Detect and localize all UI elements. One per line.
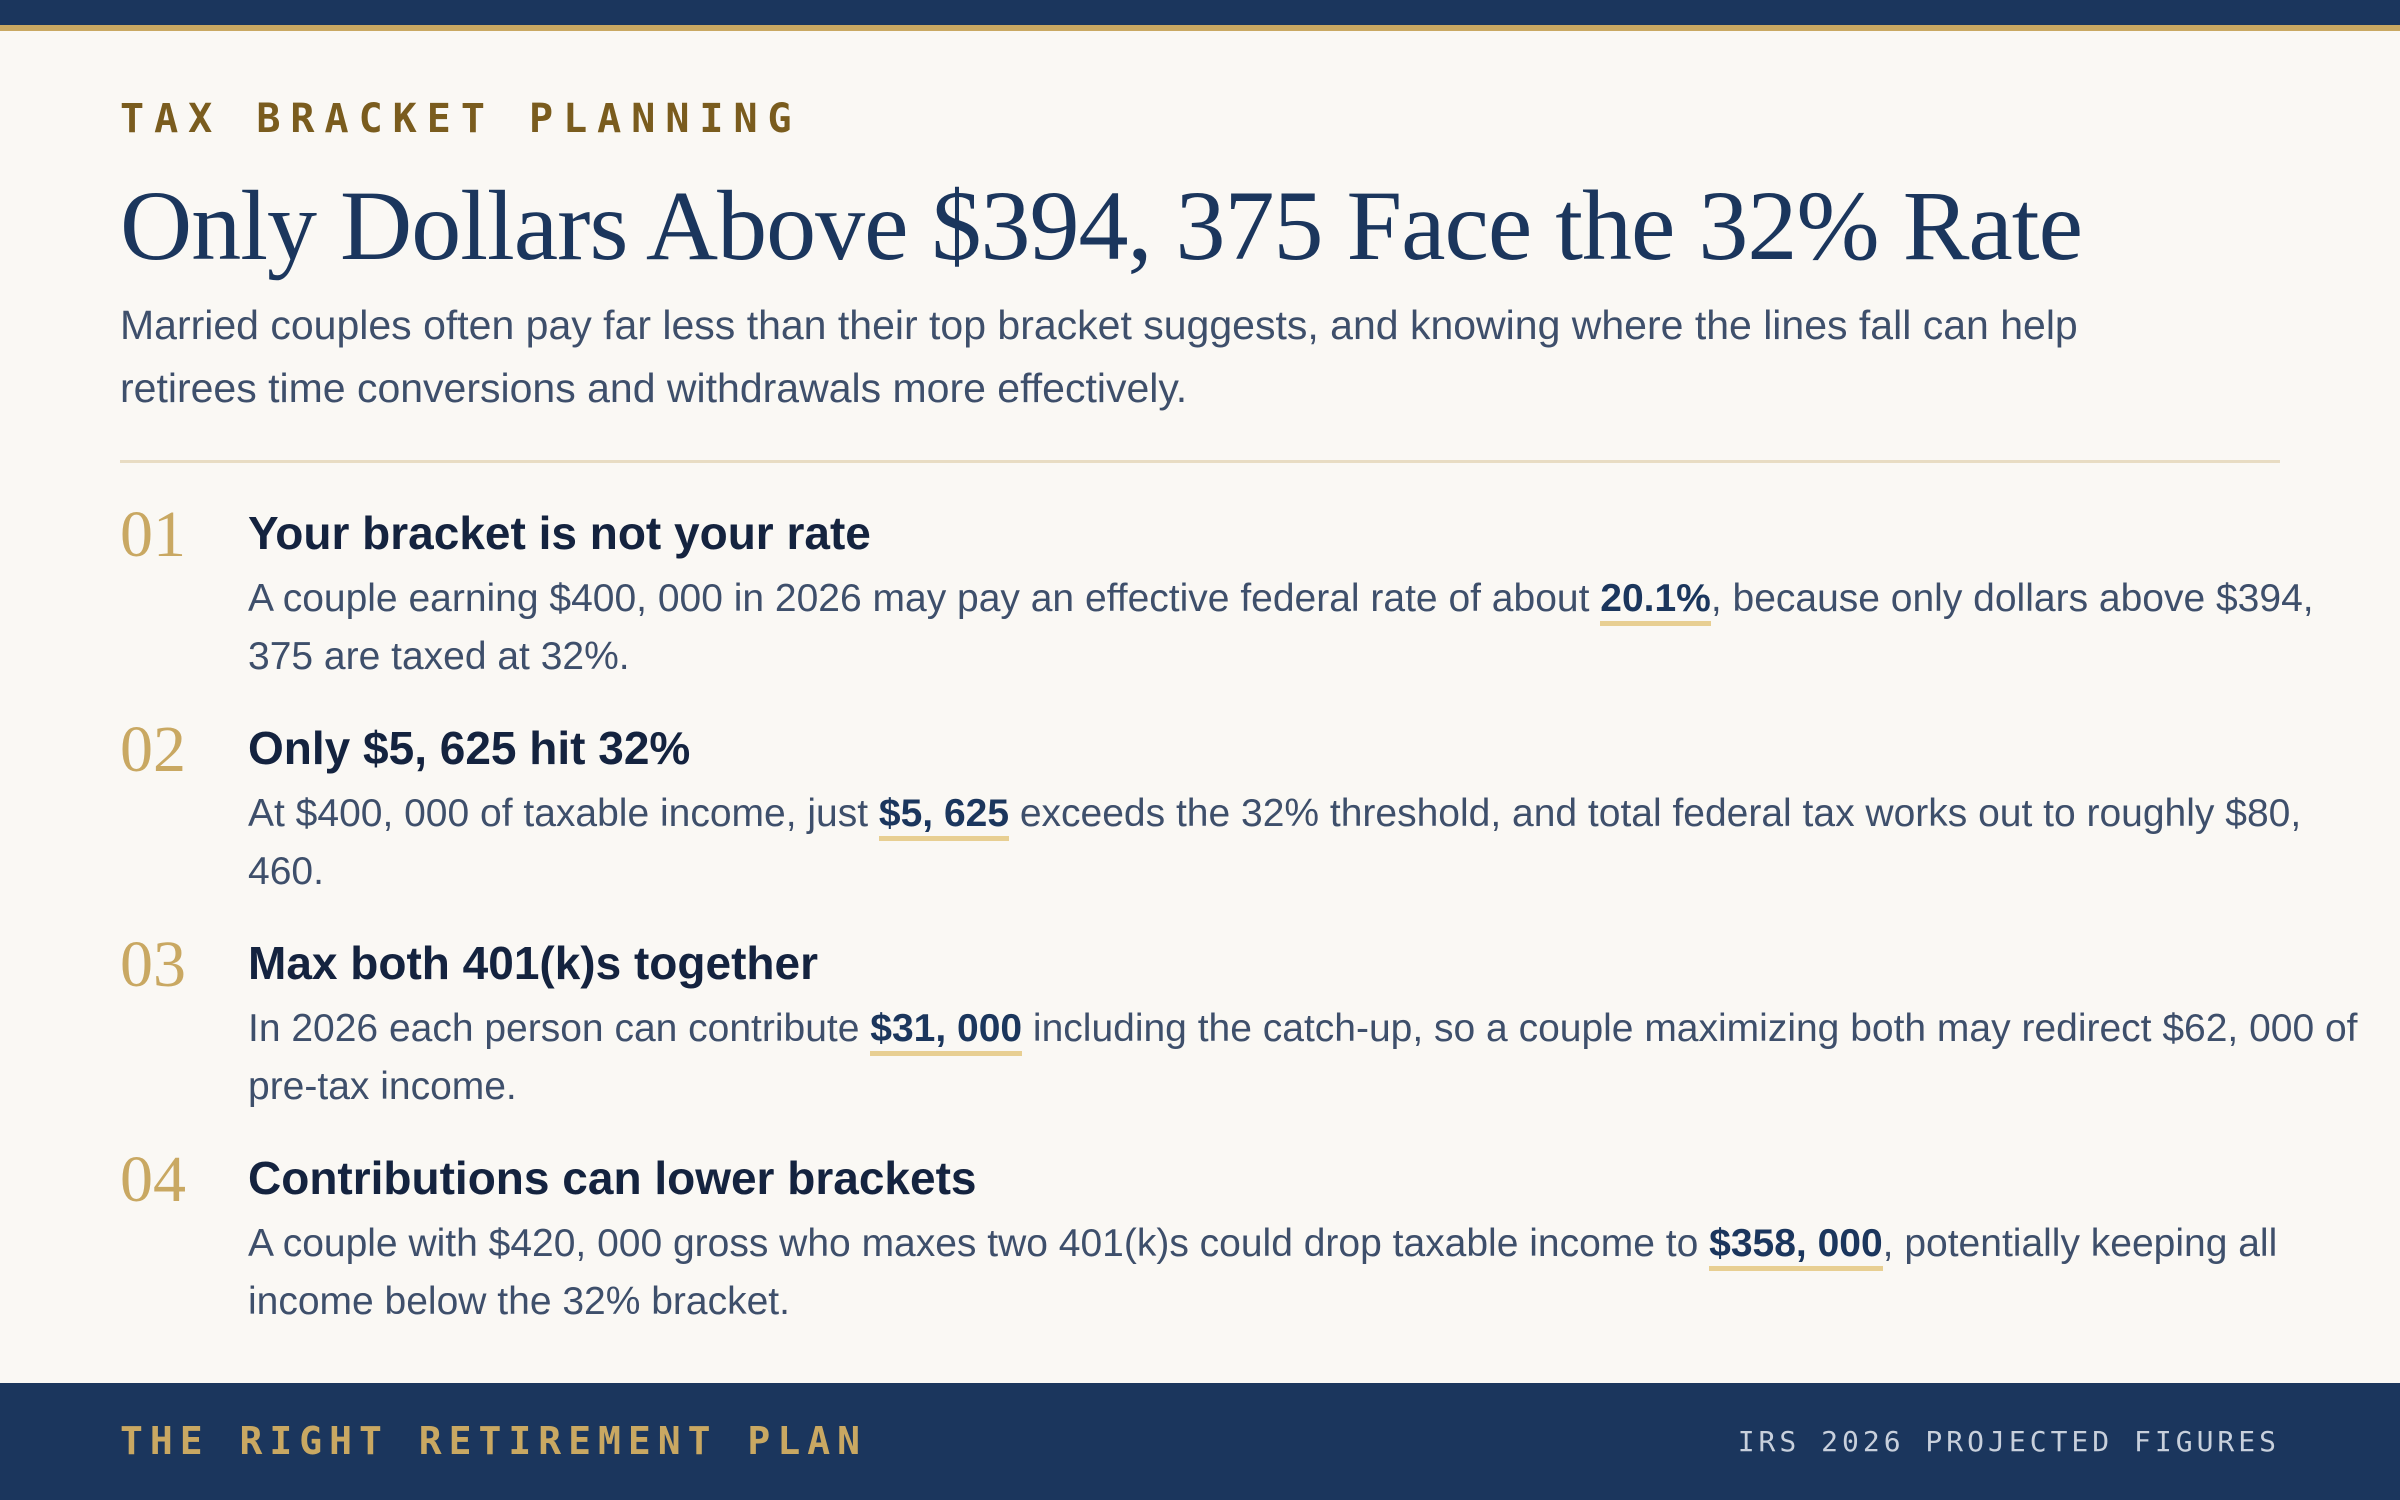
- top-bar: [0, 0, 2400, 25]
- point-body-text: In 2026 each person can contribute: [248, 1007, 871, 1050]
- point-number: 01: [120, 498, 186, 571]
- section-divider: [120, 460, 2280, 463]
- point-body-text: , potentially keeping all income below the 32% bracket.: [248, 1222, 2278, 1323]
- page-subtitle: Married couples often pay far less than their top bracket suggests, and knowing where the lines fall can help retirees time conversions and withdrawals more effectively.: [120, 302, 2078, 411]
- footer-source: IRS 2026 PROJECTED FIGURES: [1737, 1425, 2280, 1458]
- point-body-text: At $400, 000 of taxable income, just: [248, 792, 879, 835]
- point-body-text: A couple with $420, 000 gross who maxes two 401(k)s could drop taxable income to: [248, 1222, 1710, 1265]
- point-highlight: 20.1%: [1600, 577, 1711, 626]
- page-title: Only Dollars Above $394, 375 Face the 32% Rate: [120, 170, 2082, 281]
- point-body: [248, 1215, 2368, 1331]
- point-body-text: A couple earning $400, 000 in 2026 may pay an effective federal rate of about: [248, 577, 1601, 620]
- point-number: 03: [120, 928, 186, 1001]
- point-highlight: $31, 000: [870, 1007, 1022, 1056]
- point-body-text: , because only dollars above $394, 375 are taxed at 32%.: [248, 577, 2314, 678]
- point-title: Your bracket is not your rate: [248, 507, 871, 559]
- point-highlight: $358, 000: [1709, 1222, 1883, 1271]
- point-title: Max both 401(k)s together: [248, 937, 818, 989]
- footer-bar: [0, 1383, 2400, 1500]
- point-body-text: including the catch-up, so a couple maximizing both may redirect $62, 000 of pre-tax income.: [248, 1007, 2358, 1108]
- point-number: 02: [120, 713, 186, 786]
- point-number: 04: [120, 1143, 186, 1216]
- point-body: [248, 785, 2368, 901]
- point-body-text: exceeds the 32% threshold, and total federal tax works out to roughly $80, 460.: [248, 792, 2302, 893]
- footer-brand: THE RIGHT RETIREMENT PLAN: [120, 1419, 867, 1463]
- point-body: [248, 570, 2368, 686]
- top-accent-rule: [0, 25, 2400, 31]
- point-body: [248, 1000, 2368, 1116]
- point-highlight: $5, 625: [879, 792, 1009, 841]
- eyebrow-label: TAX BRACKET PLANNING: [120, 96, 802, 142]
- point-title: Contributions can lower brackets: [248, 1152, 977, 1204]
- point-title: Only $5, 625 hit 32%: [248, 722, 691, 774]
